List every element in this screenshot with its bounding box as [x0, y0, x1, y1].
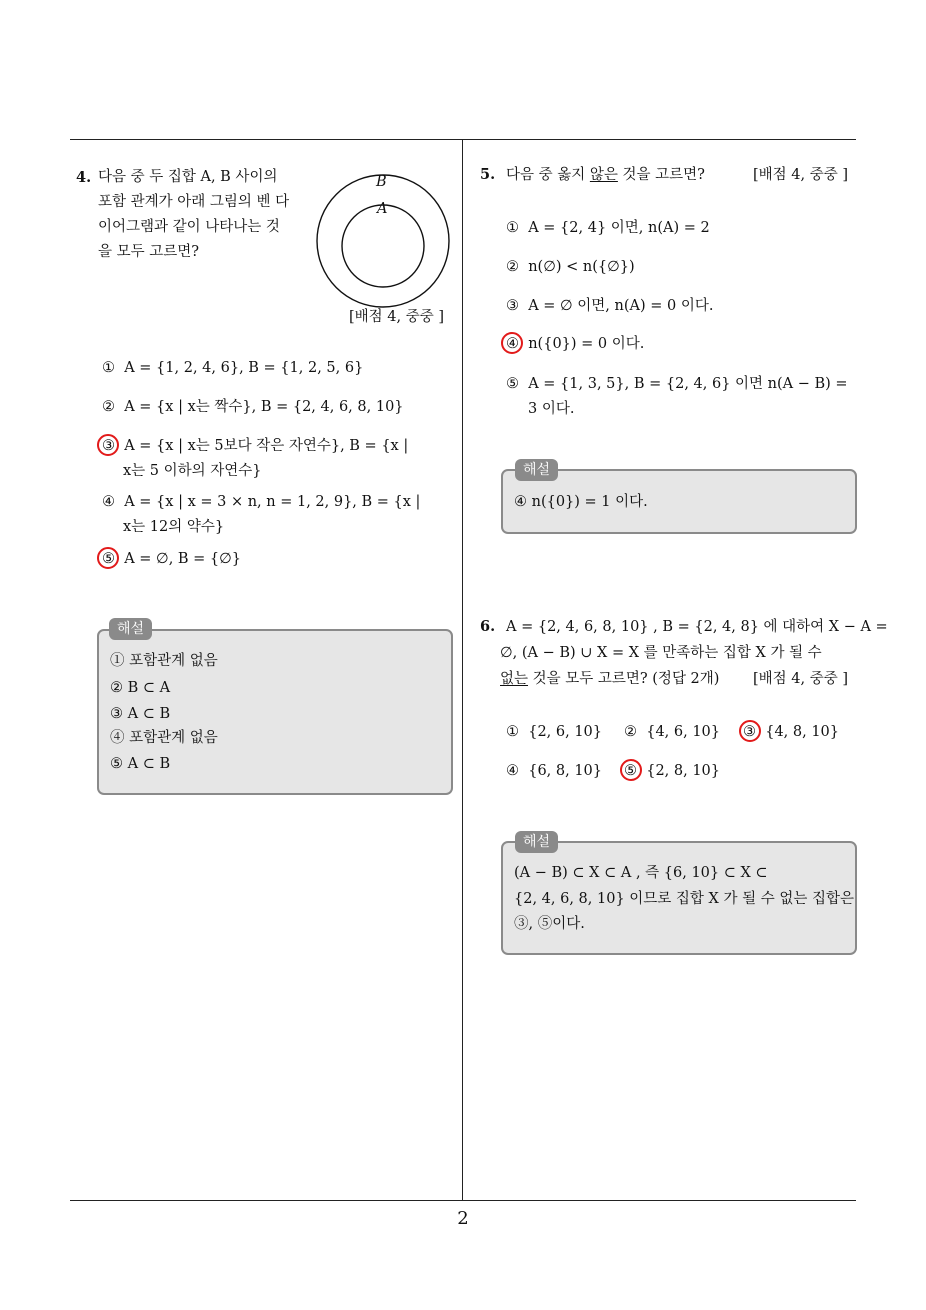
solution-box [501, 834, 857, 955]
choice-5-continued: 3 이다. [528, 401, 575, 417]
column-divider [462, 139, 463, 1201]
solution-label: 해설 [515, 831, 558, 853]
answer-mark-3 [739, 720, 761, 742]
venn-label-a: A [377, 201, 388, 217]
choice-3[interactable]: ③ A = {x | x는 5보다 작은 자연수}, B = {x | [102, 438, 409, 454]
top-rule [70, 139, 856, 140]
question-number: 6. [480, 618, 496, 635]
points-label: [배점 4, 중중 ] [753, 671, 849, 687]
page-number: 2 [457, 1208, 469, 1229]
choice-3[interactable]: ③ {4, 8, 10} [743, 724, 840, 740]
question-stem: 다음 중 옳지 않은 것을 고르면? [506, 167, 705, 183]
choice-1[interactable]: ① A = {2, 4} 이면, n(A) = 2 [506, 220, 710, 236]
question-stem-line-1: A = {2, 4, 6, 8, 10} , B = {2, 4, 8} 에 대하여 X − A = [506, 619, 888, 635]
choice-5[interactable]: ⑤ A = {1, 3, 5}, B = {2, 4, 6} 이면 n(A − B) = [506, 376, 848, 392]
question-number: 5. [480, 166, 496, 183]
answer-mark-5 [620, 759, 642, 781]
solution-line: ④ n({0}) = 1 이다. [514, 494, 648, 510]
question-stem: 다음 중 두 집합 A, B 사이의 포함 관계가 아래 그림의 벤 다 이어그램과 같이 나타나는 것 을 모두 고르면? [98, 169, 290, 260]
solution-line: {2, 4, 6, 8, 10} 이므로 집합 X 가 될 수 없는 집합은 [514, 891, 854, 907]
choice-3-continued: x는 5 이하의 자연수} [123, 463, 262, 479]
solution-label: 해설 [515, 459, 558, 481]
venn-label-b: B [376, 174, 387, 190]
answer-mark-5 [97, 547, 119, 569]
solution-line: ③, ⑤이다. [514, 916, 585, 932]
solution-line: ④ 포함관계 없음 [110, 730, 218, 746]
venn-circles [314, 172, 452, 310]
venn-diagram [314, 172, 452, 310]
solution-label: 해설 [109, 618, 152, 640]
choice-2[interactable]: ② {4, 6, 10} [624, 724, 721, 740]
choice-2[interactable]: ② A = {x | x는 짝수}, B = {2, 4, 6, 8, 10} [102, 399, 404, 415]
solution-box [97, 621, 453, 795]
choice-4[interactable]: ④ A = {x | x = 3 × n, n = 1, 2, 9}, B = {x | [102, 494, 421, 510]
choice-4[interactable]: ④ {6, 8, 10} [506, 763, 603, 779]
solution-line: ① 포함관계 없음 [110, 653, 218, 669]
solution-line: (A − B) ⊂ X ⊂ A , 즉 {6, 10} ⊂ X ⊂ [514, 865, 768, 881]
choice-2[interactable]: ② n(∅) < n({∅}) [506, 259, 635, 275]
question-stem-line-2: ∅, (A − B) ∪ X = X 를 만족하는 집합 X 가 될 수 [500, 645, 822, 661]
points-label: [배점 4, 중중 ] [753, 167, 849, 183]
choice-5[interactable]: ⑤ {2, 8, 10} [624, 763, 721, 779]
choice-4[interactable]: ④ n({0}) = 0 이다. [506, 336, 645, 352]
solution-line: ③ A ⊂ B [110, 706, 171, 722]
answer-mark-3 [97, 434, 119, 456]
question-stem-line-3: 없는 것을 모두 고르면? (정답 2개) [500, 671, 720, 687]
choice-1[interactable]: ① A = {1, 2, 4, 6}, B = {1, 2, 5, 6} [102, 360, 364, 376]
points-label: [배점 4, 중중 ] [349, 309, 445, 325]
question-number: 4. [76, 169, 92, 186]
choice-3[interactable]: ③ A = ∅ 이면, n(A) = 0 이다. [506, 298, 714, 314]
bottom-rule [70, 1200, 856, 1201]
choice-4-continued: x는 12의 약수} [123, 519, 225, 535]
choice-5[interactable]: ⑤ A = ∅, B = {∅} [102, 551, 242, 567]
answer-mark-4 [501, 332, 523, 354]
solution-line: ② B ⊂ A [110, 680, 171, 696]
choice-1[interactable]: ① {2, 6, 10} [506, 724, 603, 740]
solution-box [501, 462, 857, 534]
solution-line: ⑤ A ⊂ B [110, 756, 171, 772]
